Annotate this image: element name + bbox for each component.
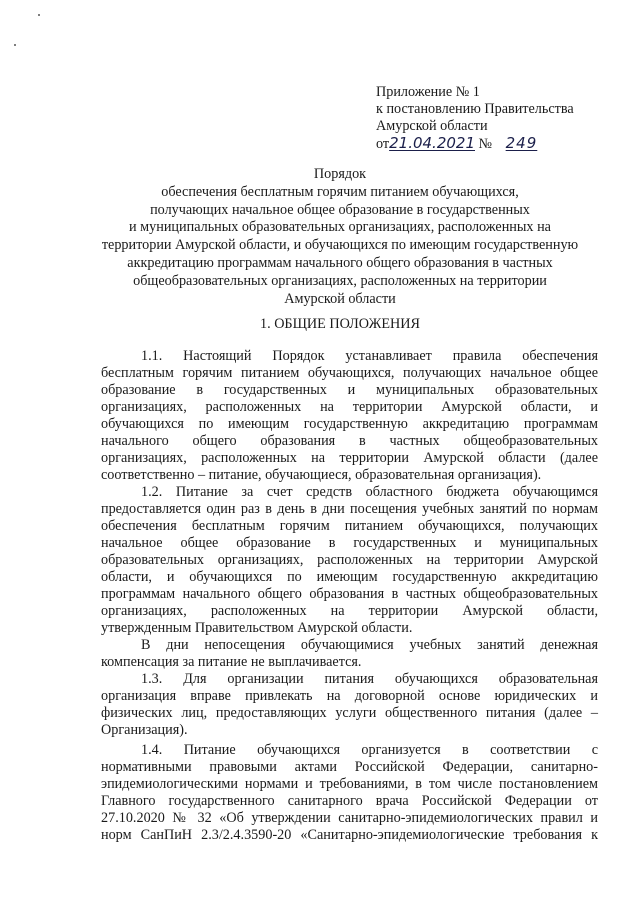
annex-date-number <box>376 135 606 153</box>
scan-speck <box>38 14 40 16</box>
text-line: бесплатным горячим питанием обучающихся, получающих начальное общее <box>101 365 598 381</box>
text-line: компенсация за питание не выплачивается. <box>101 654 362 670</box>
text-line: нормативными правовыми актами Российской Федерации, санитарно- <box>101 759 598 775</box>
text-line: Организация). <box>101 722 188 738</box>
annex-region: Амурской области <box>376 118 488 134</box>
scan-speck <box>14 44 16 46</box>
text-line: организация вправе привлекать на договорной основе юридических и <box>101 688 598 704</box>
title-heading: Порядок <box>313 166 367 182</box>
text-line: физических лиц, предоставляющих услуги общественного питания (далее – <box>101 705 598 721</box>
text-line: 1.4. Питание обучающихся организуется в соответствии с <box>141 742 598 758</box>
text-line: обеспечения бесплатным горячим питанием обучающихся, получающих <box>101 518 598 534</box>
section-heading: 1. ОБЩИЕ ПОЛОЖЕНИЯ <box>260 316 420 332</box>
paragraph-1-1 <box>101 348 598 484</box>
paragraph-1-2 <box>101 484 598 637</box>
text-line: 1.1. Настоящий Порядок устанавливает правила обеспечения <box>141 348 598 364</box>
document-title <box>100 166 580 308</box>
paragraph-1-4 <box>101 742 598 844</box>
text-line: норм СанПиН 2.3/2.4.3590-20 «Санитарно-эпидемиологические требования к <box>101 827 598 843</box>
from-label: от <box>376 136 390 152</box>
annex-header <box>376 84 606 153</box>
title-line: аккредитацию программам начального общего образования в частных <box>127 254 553 271</box>
text-line: организациях, расположенных на территории Амурской области, <box>101 603 598 619</box>
text-line: утвержденным Правительством Амурской области. <box>101 620 413 636</box>
text-line: образовательных организациях, расположенных на территории Амурской <box>101 552 598 568</box>
number-label: № <box>478 136 493 152</box>
text-line: области, и обучающихся по имеющим государственную аккредитацию <box>101 569 598 585</box>
text-line: эпидемиологическими нормами и требованиями, в том числе постановлением <box>101 776 598 792</box>
text-line: Главного государственного санитарного врача Российской Федерации от <box>101 793 598 809</box>
text-line: обучающихся по имеющим государственную аккредитацию программам <box>101 416 598 432</box>
handwritten-number: 249 <box>505 134 538 152</box>
title-line: Амурской области <box>284 290 396 307</box>
text-line: предоставляется один раз в день в дни посещения учебных занятий по нормам <box>101 501 598 517</box>
annex-resolution-ref: к постановлению Правительства <box>376 101 574 117</box>
text-line: 1.2. Питание за счет средств областного бюджета обучающимся <box>141 484 598 500</box>
title-line: и муниципальных образовательных организациях, расположенных на <box>129 219 551 236</box>
text-line: программам начального общего образования в частных общеобразовательных <box>101 586 598 602</box>
text-line: соответственно – питание, обучающиеся, образовательная организация). <box>101 467 542 483</box>
text-line: начального общего образования в частных общеобразовательных <box>101 433 598 449</box>
title-line: обеспечения бесплатным горячим питанием обучающихся, <box>161 183 519 200</box>
text-line: 27.10.2020 № 32 «Об утверждении санитарно-эпидемиологических правил и <box>101 810 598 826</box>
title-line: общеобразовательных организациях, расположенных на территории <box>133 272 547 289</box>
text-line: начальное общее образование в государственных и муниципальных <box>101 535 598 551</box>
text-line: организациях, расположенных на территории Амурской области (далее <box>101 450 598 466</box>
annex-title: Приложение № 1 <box>376 84 480 100</box>
paragraph-1-3 <box>101 671 598 739</box>
text-line: образование в государственных и муниципальных образовательных <box>101 382 598 398</box>
title-line: получающих начальное общее образование в государственных <box>150 201 530 218</box>
text-line: 1.3. Для организации питания обучающихся образовательная <box>141 671 598 687</box>
title-line: территории Амурской области, и обучающихся по имеющим государственную <box>101 237 579 254</box>
text-line: В дни непосещения обучающимися учебных занятий денежная <box>141 637 598 653</box>
paragraph-1-2-compensation <box>101 637 598 671</box>
text-line: организациях, расположенных на территории Амурской области, и <box>101 399 598 415</box>
handwritten-date: 21.04.2021 <box>389 134 475 152</box>
